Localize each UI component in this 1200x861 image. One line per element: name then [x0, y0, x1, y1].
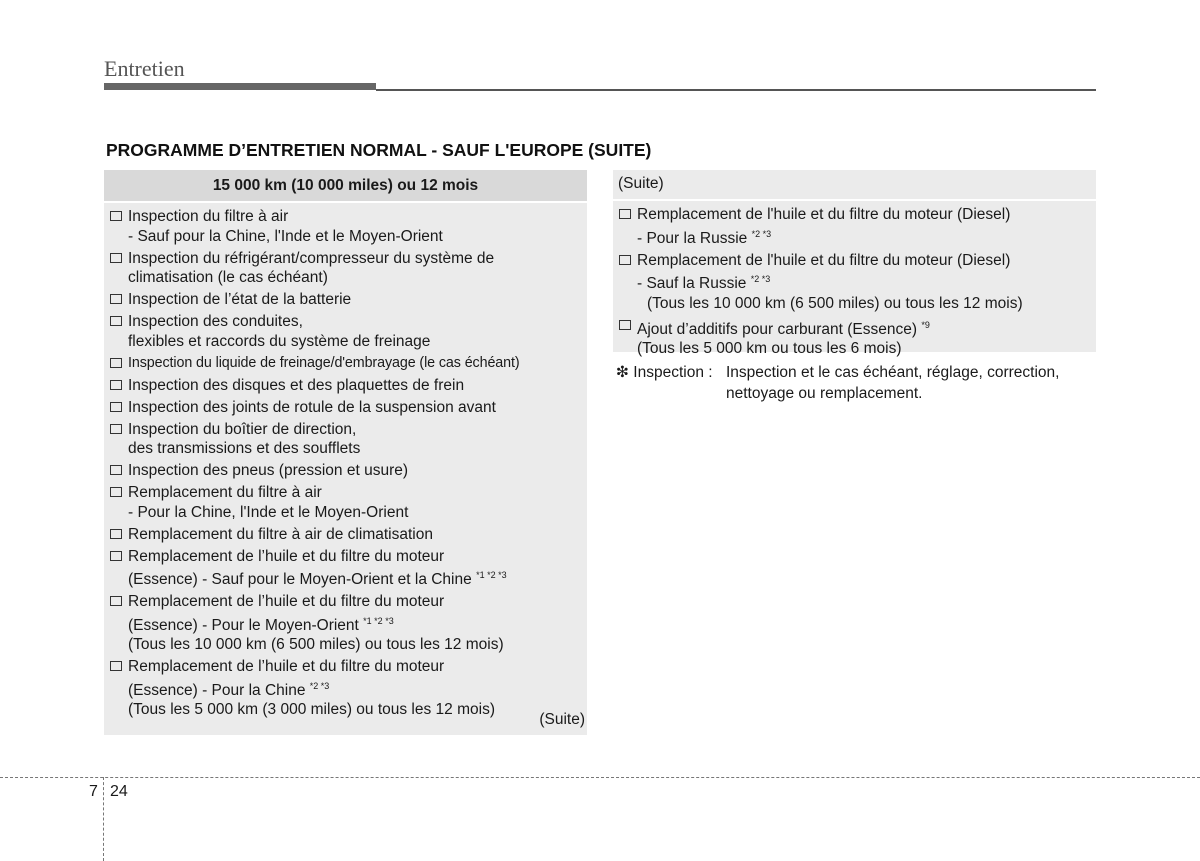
- item-line: Inspection du filtre à air: [128, 208, 289, 225]
- section-title: PROGRAMME D’ENTRETIEN NORMAL - SAUF L'EUROPE (SUITE): [106, 140, 652, 160]
- checkbox-icon: [110, 402, 122, 412]
- list-item: [617, 251, 1096, 314]
- item-line: climatisation (le cas échéant): [128, 269, 328, 286]
- item-line: Inspection de l’état de la batterie: [128, 291, 352, 308]
- list-item: [108, 547, 587, 590]
- list-item: [108, 483, 587, 522]
- checkbox-icon: [110, 294, 122, 304]
- checkbox-icon: [110, 380, 122, 390]
- footnote-ref: *9: [921, 319, 930, 330]
- checkbox-icon: [110, 596, 122, 606]
- item-line: Remplacement de l’huile et du filtre du moteur: [128, 593, 445, 610]
- note-text: nettoyage ou remplacement.: [726, 385, 923, 402]
- item-line: des transmissions et des soufflets: [128, 440, 361, 457]
- continued-heading: (Suite): [613, 170, 1096, 201]
- item-line: Inspection du réfrigérant/compresseur du système de: [128, 249, 495, 267]
- item-line: Remplacement de l’huile et du filtre du moteur: [128, 547, 445, 565]
- chapter-number: 7: [89, 783, 98, 800]
- checkbox-icon: [619, 209, 631, 219]
- item-line: - Pour la Chine, l'Inde et le Moyen-Orient: [128, 503, 409, 521]
- inspection-note: [616, 362, 1059, 404]
- maintenance-table-left: [104, 170, 587, 735]
- checkbox-icon: [110, 529, 122, 539]
- checkbox-icon: [619, 255, 631, 265]
- footer-divider-vertical: [103, 777, 104, 861]
- continued-label: (Suite): [539, 711, 585, 728]
- item-line: Inspection des pneus (pression et usure): [128, 462, 409, 479]
- footer-divider: [0, 777, 1200, 778]
- item-line: Remplacement de l’huile et du filtre du moteur: [128, 658, 445, 675]
- list-item: [108, 376, 587, 396]
- list-item: [617, 205, 1096, 248]
- item-line: (Tous les 10 000 km (6 500 miles) ou tous les 12 mois): [128, 636, 504, 653]
- checkbox-icon: [110, 487, 122, 497]
- maintenance-table-right: [613, 170, 1096, 357]
- item-line: Inspection du liquide de freinage/d'embrayage (le cas échéant): [128, 354, 520, 371]
- item-line: Inspection du boîtier de direction,: [128, 420, 357, 438]
- checkbox-icon: [110, 316, 122, 326]
- checklist-left: [104, 203, 587, 720]
- item-line: (Essence) - Sauf pour le Moyen-Orient et la Chine: [128, 571, 472, 588]
- item-line: flexibles et raccords du système de freinage: [128, 332, 431, 350]
- item-line: - Pour la Russie: [637, 229, 748, 247]
- list-item: [108, 312, 587, 351]
- list-item: [108, 290, 587, 310]
- item-line: - Sauf pour la Chine, l'Inde et le Moyen-Orient: [128, 227, 443, 245]
- list-item: [108, 461, 587, 481]
- list-item: [108, 657, 587, 720]
- item-line: (Essence) - Pour la Chine: [128, 681, 306, 699]
- list-item: [108, 398, 587, 418]
- footnote-ref: *2 *3: [309, 680, 330, 691]
- item-line: Remplacement du filtre à air: [128, 484, 322, 501]
- list-item: [108, 207, 587, 246]
- item-line: Remplacement du filtre à air de climatisation: [128, 525, 433, 543]
- checkbox-icon: [619, 320, 631, 330]
- list-item: [617, 316, 1096, 359]
- checklist-right: [613, 201, 1096, 359]
- footnote-ref: *2 *3: [751, 228, 772, 239]
- item-line: Remplacement de l'huile et du filtre du moteur (Diesel): [637, 251, 1011, 269]
- header-rule: [376, 89, 1096, 91]
- list-item: [108, 420, 587, 459]
- item-line: Inspection des disques et des plaquettes de frein: [128, 376, 465, 394]
- checkbox-icon: [110, 661, 122, 671]
- checkbox-icon: [110, 358, 122, 368]
- item-line: - Sauf la Russie: [637, 275, 747, 292]
- list-item: [108, 592, 587, 655]
- item-line: (Tous les 10 000 km (6 500 miles) ou tous les 12 mois): [647, 294, 1023, 312]
- checkbox-icon: [110, 253, 122, 263]
- checkbox-icon: [110, 465, 122, 475]
- footnote-ref: *1 *2 *3: [476, 570, 507, 580]
- note-label: ❇ Inspection :: [616, 364, 713, 381]
- interval-heading: 15 000 km (10 000 miles) ou 12 mois: [104, 170, 587, 203]
- footnote-ref: *1 *2 *3: [363, 615, 394, 626]
- header-bar: [104, 83, 376, 90]
- item-line: (Tous les 5 000 km (3 000 miles) ou tous les 12 mois): [128, 701, 495, 718]
- checkbox-icon: [110, 424, 122, 434]
- list-item: [108, 525, 587, 545]
- checkbox-icon: [110, 551, 122, 561]
- footnote-ref: *2 *3: [750, 274, 771, 284]
- item-line: Ajout d’additifs pour carburant (Essence): [637, 320, 918, 338]
- list-item: [108, 354, 587, 374]
- chapter-title: Entretien: [104, 56, 185, 81]
- item-line: Inspection des conduites,: [128, 313, 303, 330]
- checkbox-icon: [110, 211, 122, 221]
- list-item: [108, 249, 587, 288]
- page-number: 24: [110, 783, 128, 800]
- item-line: (Tous les 5 000 km ou tous les 6 mois): [637, 340, 902, 357]
- item-line: (Essence) - Pour le Moyen-Orient: [128, 616, 359, 634]
- item-line: Remplacement de l'huile et du filtre du moteur (Diesel): [637, 206, 1011, 223]
- note-text: Inspection et le cas échéant, réglage, correction,: [726, 364, 1060, 381]
- item-line: Inspection des joints de rotule de la suspension avant: [128, 398, 496, 416]
